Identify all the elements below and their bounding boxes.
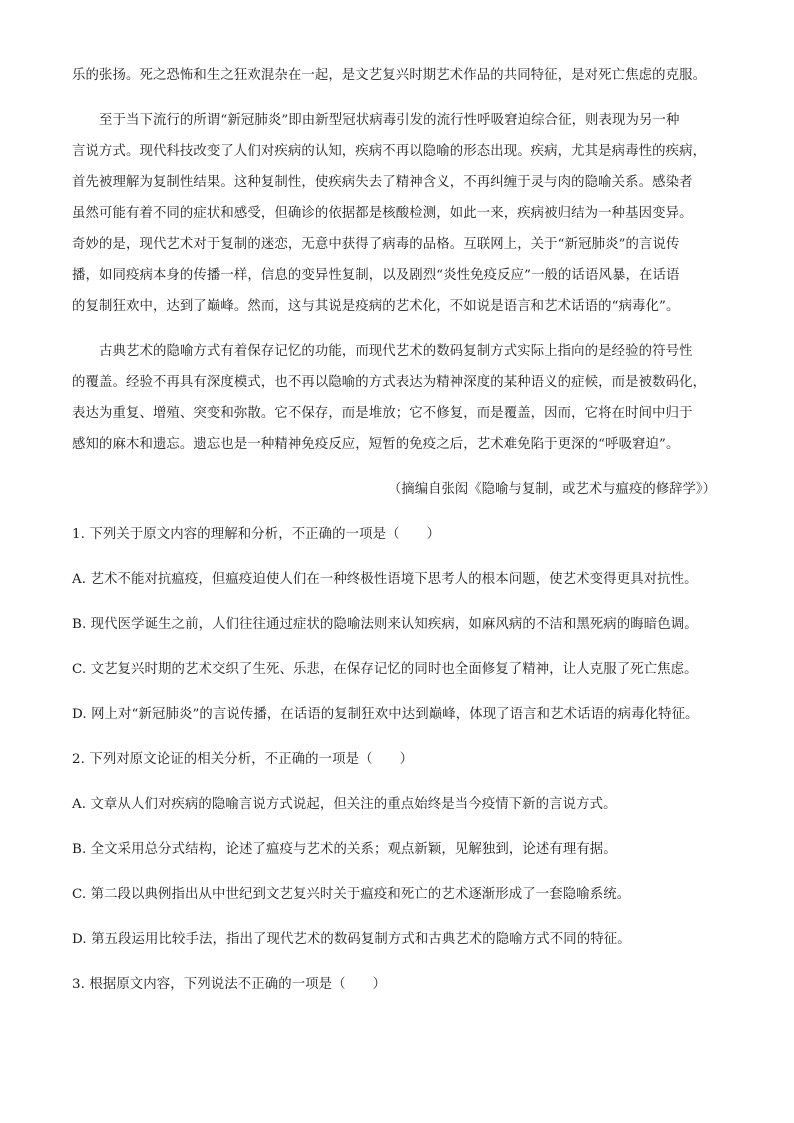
question-3-stem: 3. 根据原文内容，下列说法不正确的一项是（ ） — [72, 977, 387, 992]
passage-line: 虽然可能有着不同的症状和感受，但确诊的依据都是核酸检测，如此一来，疾病被归结为一种基因变异。 — [72, 206, 693, 221]
passage-line: 首先被理解为复制性结果。这种复制性，使疾病失去了精神含义，不再纠缠于灵与肉的隐喻关系。感染者 — [72, 175, 693, 190]
passage-line: 言说方式。现代科技改变了人们对疾病的认知，疾病不再以隐喻的形态出现。疾病，尤其是病毒性的疾病， — [72, 144, 707, 159]
passage-line: 感知的麻木和遗忘。遗忘也是一种精神免疫反应，短暂的免疫之后，艺术难免陷于更深的“呼吸窘迫”。 — [72, 437, 680, 452]
passage-line: 的覆盖。经验不再具有深度模式，也不再以隐喻的方式表达为精神深度的某种语义的症候，而是被数码化， — [72, 375, 707, 390]
question-1-option-a: A. 艺术不能对抗瘟疫，但瘟疫迫使人们在一种终极性语境下思考人的根本问题，使艺术变得更具对抗性。 — [72, 572, 698, 587]
question-2-stem: 2. 下列对原文论证的相关分析，不正确的一项是（ ） — [72, 752, 414, 767]
source-citation: （摘编自张闳《隐喻与复制，或艺术与瘟疫的修辞学》） — [387, 482, 716, 497]
question-2-option-c: C. 第二段以典例指出从中世纪到文艺复兴时关于瘟疫和死亡的艺术逐渐形成了一套隐喻系统。 — [72, 887, 631, 902]
question-1-stem: 1. 下列关于原文内容的理解和分析，不正确的一项是（ ） — [72, 527, 441, 542]
question-2-option-b: B. 全文采用总分式结构，论述了瘟疫与艺术的关系；观点新颖，见解独到，论述有理有据。 — [72, 842, 617, 857]
question-2-option-d: D. 第五段运用比较手法，指出了现代艺术的数码复制方式和古典艺术的隐喻方式不同的特征。 — [72, 932, 631, 947]
passage-line: 古典艺术的隐喻方式有着保存记忆的功能，而现代艺术的数码复制方式实际上指向的是经验的符号性 — [99, 344, 693, 359]
question-1-option-b: B. 现代医学诞生之前，人们往往通过症状的隐喻法则来认知疾病，如麻风病的不洁和黑死病的晦暗色调。 — [72, 617, 698, 632]
question-2-option-a: A. 文章从人们对疾病的隐喻言说方式说起，但关注的重点始终是当今疫情下新的言说方式。 — [72, 797, 617, 812]
passage-line: 的复制狂欢中，达到了巅峰。然而，这与其说是疫病的艺术化，不如说是语言和艺术话语的“病毒化”。 — [72, 299, 680, 314]
passage-line: 表达为重复、增殖、突变和弥散。它不保存，而是堆放；它不修复，而是覆盖，因而，它将在时间中归于 — [72, 406, 693, 421]
question-1-option-c: C. 文艺复兴时期的艺术交织了生死、乐悲，在保存记忆的同时也全面修复了精神，让人克服了死亡焦虑。 — [72, 662, 698, 677]
passage-line: 至于当下流行的所谓“新冠肺炎”即由新型冠状病毒引发的流行性呼吸窘迫综合征，则表现为另一种 — [99, 113, 680, 128]
passage-line: 乐的张扬。死之恐怖和生之狂欢混杂在一起，是文艺复兴时期艺术作品的共同特征，是对死亡焦虑的克服。 — [72, 68, 707, 83]
passage-line: 奇妙的是，现代艺术对于复制的迷恋，无意中获得了病毒的品格。互联网上，关于“新冠肺炎”的言说传 — [72, 237, 680, 252]
passage-line: 播，如同疫病本身的传播一样，信息的变异性复制，以及剧烈“炎性免疫反应”一般的话语风暴，在话语 — [72, 268, 680, 283]
question-1-option-d: D. 网上对“新冠肺炎”的言说传播，在话语的复制狂欢中达到巅峰，体现了语言和艺术话语的病毒化特征。 — [72, 707, 699, 722]
